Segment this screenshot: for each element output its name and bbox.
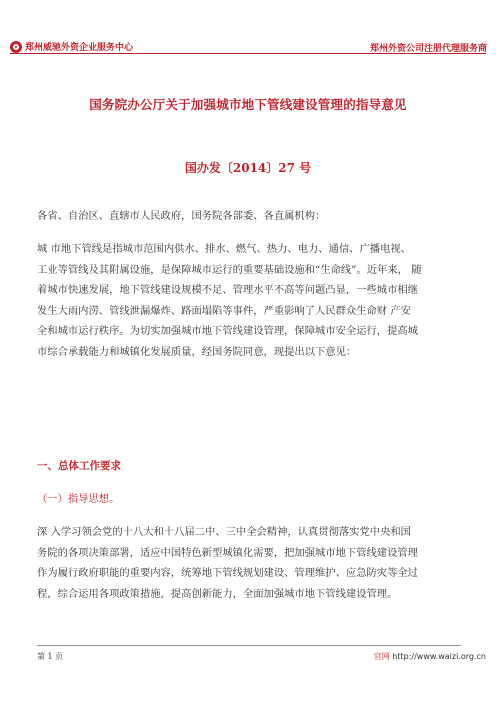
header-left-text: 郑州威驰外资企业服务中心: [25, 43, 134, 53]
guiding-ideology-paragraph: [37, 522, 461, 604]
paragraph-line: 全和城市运行秩序。为切实加强城市地下管线建设管理，保障城市安全运行，提高城: [37, 325, 418, 338]
footer-divider: [37, 645, 461, 646]
paragraph-line: 着城市快速发展，地下管线建设规模不足、管理水平不高等问题凸显，一些城市相继: [37, 284, 418, 297]
paragraph-line: 深 入学习领会党的十八大和十八届二中、三中全会精神，认真贯彻落实党中央和国: [37, 526, 411, 538]
footer-website: [374, 651, 486, 662]
header-divider: [10, 53, 486, 54]
section-heading: 一、总体工作要求: [37, 460, 121, 472]
document-number: 国办发〔2014〕27 号: [184, 161, 312, 175]
page-number: 第 1 页: [37, 652, 64, 661]
paragraph-line: 发生大雨内涝、管线泄漏爆炸、路面塌陷等事件，严重影响了人民群众生命财 产安: [37, 304, 411, 317]
website-label: 官网: [373, 652, 390, 661]
document-title: 国务院办公厅关于加强城市地下管线建设管理的指导意见: [89, 97, 407, 112]
website-link[interactable]: http://www.waizi.org.cn: [392, 652, 486, 661]
page-header: [0, 0, 496, 56]
subsection-heading: （一）指导思想。: [37, 493, 120, 505]
header-brand: [10, 40, 133, 53]
header-right-text: 郑州外资公司注册代理服务商: [369, 44, 487, 54]
paragraph-line: 工业等管线及其附属设施，是保障城市运行的重要基础设施和“生命线”。近年来， 随: [37, 263, 422, 276]
paragraph-line: 程，综合运用各项政策措施，提高创新能力，全面加强城市地下管线建设管理。: [37, 587, 398, 600]
paragraph-line: 作为履行政府职能的重要内容，统筹地下管线规划建设、管理维护、应急防灾等全过: [37, 567, 418, 580]
paragraph-line: 城 市地下管线是指城市范围内供水、排水、燃气、热力、电力、通信、广播电视、: [37, 243, 411, 255]
intro-paragraph: [37, 239, 461, 363]
company-logo-icon: [10, 41, 22, 53]
paragraph-line: 市综合承载能力和城镇化发展质量，经国务院同意，现提出以下意见：: [37, 345, 357, 358]
addressee-line: 各省、自治区、直辖市人民政府，国务院各部委、各直属机构：: [37, 210, 326, 222]
paragraph-line: 务院的各项决策部署，适应中国特色新型城镇化需要，把加强城市地下管线建设管理: [37, 546, 418, 559]
